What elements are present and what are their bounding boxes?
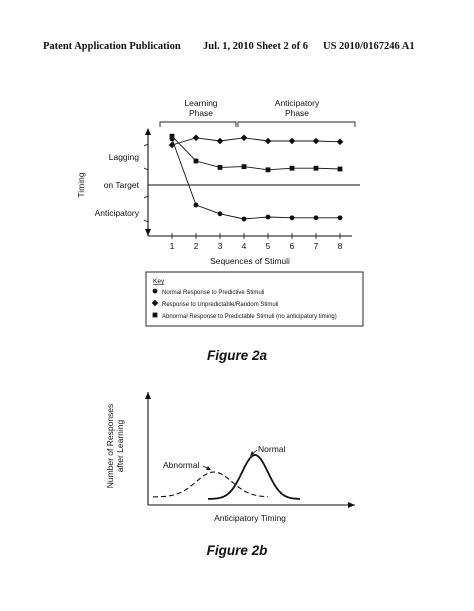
legend-title: Key (153, 278, 165, 285)
x-axis-label: Sequences of Stimuli (210, 256, 290, 266)
data-point-circle (194, 203, 199, 208)
legend-entry: Normal Response to Predictive Stimuli (162, 290, 265, 296)
data-point-circle (338, 215, 343, 220)
patent-number: US 2010/0167246 A1 (323, 41, 415, 52)
abnormal-curve-label: Abnormal (163, 460, 200, 470)
data-point-diamond (193, 135, 200, 142)
data-point-diamond (241, 135, 248, 142)
x-tick-label: 1 (169, 241, 175, 251)
data-point-square (314, 166, 319, 171)
data-point-circle (218, 211, 223, 216)
anticipatory-bracket (144, 196, 148, 222)
y-tick-label: Lagging (108, 152, 139, 162)
legend-marker-diamond (152, 300, 159, 307)
y-axis-label-2b: Number of Responsesafter Learning (105, 403, 125, 489)
learning-phase-label: Learning Phase (184, 98, 218, 118)
date-sheet-label: Jul. 1, 2010 Sheet 2 of 6 (203, 41, 308, 52)
y-axis-2b-arrow (145, 392, 151, 399)
x-tick-label: 5 (265, 241, 271, 251)
publication-label: Patent Application Publication (43, 41, 181, 52)
figure-2a-chart (76, 98, 363, 326)
x-tick-label: 2 (193, 241, 199, 251)
data-point-diamond (217, 138, 224, 145)
data-point-square (242, 164, 247, 169)
legend-marker-square (153, 313, 158, 318)
data-point-square (194, 159, 199, 164)
data-point-diamond (337, 139, 344, 146)
data-point-square (170, 134, 175, 139)
lagging-bracket (144, 144, 148, 170)
legend-marker-circle (153, 289, 158, 294)
figure-2b-chart (105, 392, 355, 523)
anticipatory-phase-bracket (238, 122, 355, 127)
data-point-diamond (289, 138, 296, 145)
data-point-circle (290, 215, 295, 220)
data-point-circle (242, 217, 247, 222)
x-axis-label-2b: Anticipatory Timing (214, 513, 286, 523)
data-point-circle (266, 215, 271, 220)
figure-2a-caption: Figure 2a (206, 348, 268, 363)
x-tick-label: 8 (337, 241, 343, 251)
y-axis-arrow-down (145, 229, 151, 236)
y-axis-label: Timing (76, 172, 86, 198)
legend-entry: Response to Unpredictable/Random Stimuli (162, 302, 279, 308)
y-tick-label: on Target (103, 180, 139, 190)
x-axis-2b-arrow (348, 502, 355, 508)
normal-curve (208, 455, 300, 499)
data-point-diamond (265, 138, 272, 145)
anticipatory-phase-label: Anticipatory Phase (274, 98, 320, 118)
abnormal-curve (153, 472, 268, 497)
data-point-square (266, 167, 271, 172)
figure-2b-caption: Figure 2b (206, 543, 268, 558)
normal-curve-label: Normal (258, 444, 286, 454)
data-point-circle (314, 215, 319, 220)
legend-entry: Abnormal Response to Predictable Stimuli (no anticipatory timing) (162, 314, 337, 320)
data-point-square (338, 167, 343, 172)
data-point-square (290, 166, 295, 171)
x-tick-label: 4 (241, 241, 247, 251)
learning-phase-bracket (160, 122, 236, 127)
data-point-square (218, 165, 223, 170)
x-tick-label: 6 (289, 241, 295, 251)
data-point-diamond (169, 142, 176, 149)
y-axis-arrow-up (145, 128, 151, 135)
data-point-diamond (313, 138, 320, 145)
y-tick-label: Anticipatory (94, 208, 139, 218)
x-tick-label: 7 (313, 241, 319, 251)
x-tick-label: 3 (217, 241, 223, 251)
